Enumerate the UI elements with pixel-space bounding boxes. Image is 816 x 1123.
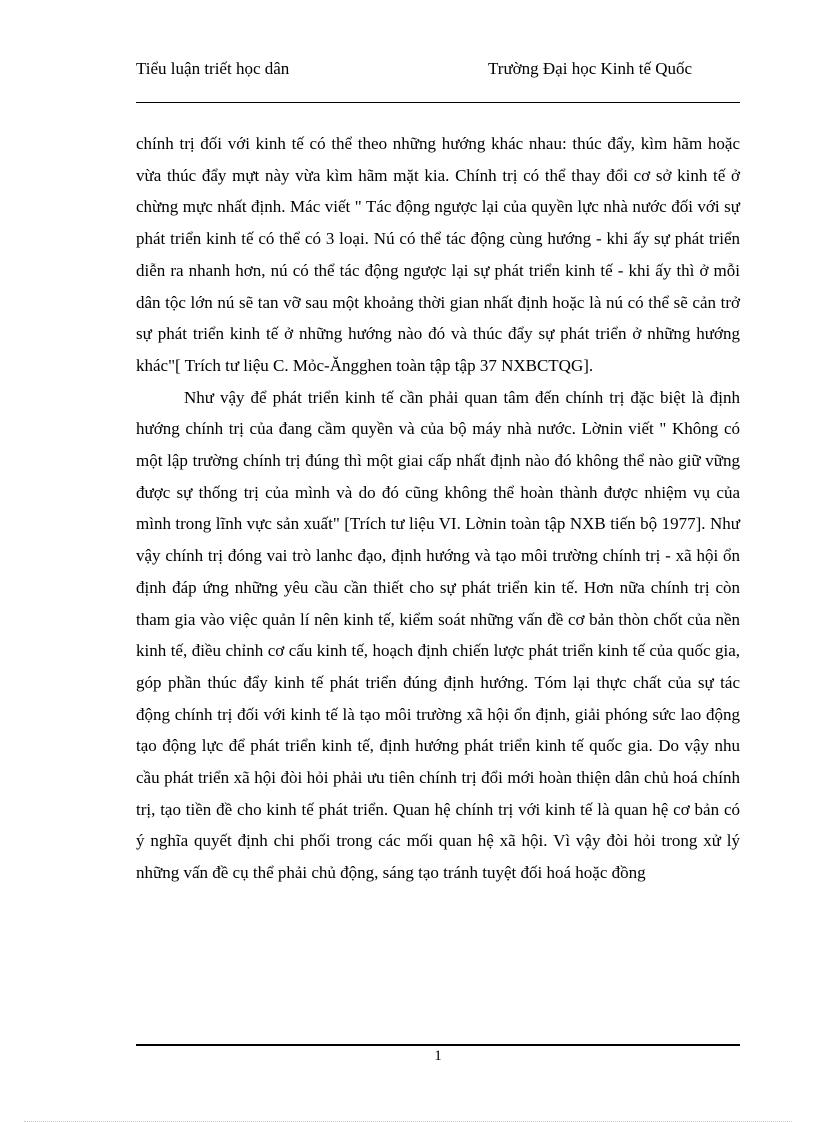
page-bottom-edge: [24, 1121, 792, 1122]
header-document-title: Tiểu luận triết học dân: [136, 59, 290, 78]
page-number: 1: [434, 1048, 442, 1064]
paragraph-continuation: chính trị đối với kinh tế có thể theo những hướng khác nhau: thúc đẩy, kìm hãm hoặc vừa thúc đẩy mựt này vừa kìm hãm mặt kia. Chính trị có thể thay đổi cơ sở kinh tế ở chừng mực nhất định. Mác viết " Tác động ngược lại của quyền lực nhà nước đối với sự phát triển kinh tế có thể có 3 loại. Nú có thể tác động cùng hướng - khi ấy sự phát triển diễn ra nhanh hơn, nú có thể tác động ngược lại sự phát triển kinh tế - khi ấy thì ở mỗi dân tộc lớn nú sẽ tan vỡ sau một khoảng thời gian nhất định hoặc là nú có thể sẽ cản trở sự phát triển kinh tế ở những hướng nào đó và thúc đẩy sự phát triển ở những hướng khác"[ Trích tư liệu C. Mỏc-Ăngghen toàn tập tập 37 NXBCTQG].: [136, 134, 740, 375]
page-header: [136, 58, 740, 103]
paragraph-politics-role: Như vậy để phát triển kinh tế cần phải quan tâm đến chính trị đặc biệt là định hướng chính trị của đang cầm quyền và của bộ máy nhà nước. Lờnin viết " Không có một lập trường chính trị đúng thì một giai cấp nhất định nào đó không thể nào giữ vững được sự thống trị của mình và do đó cũng không thể hoàn thành được nhiệm vụ của mình trong lĩnh vực sản xuất" [Trích tư liệu VI. Lờnin toàn tập NXB tiến bộ 1977]. Như vậy chính trị đóng vai trò lanhc đạo, định hướng và tạo môi trường chính trị - xã hội ổn định đáp ứng những yêu cầu cần thiết cho sự phát triển kin tế. Hơn nữa chính trị còn tham gia vào việc quản lí nên kinh tế, kiểm soát những vấn đề cơ bản thòn chốt của nền kinh tế, điều chỉnh cơ cấu kinh tế, hoạch định chiến lược phát triển kinh tế của quốc gia, góp phần thúc đẩy kinh tế phát triển đúng định hướng. Tóm lại thực chất của sự tác động chính trị đối với kinh tế là tạo môi trường xã hội ổn định, giải phóng sức lao động tạo động lực để phát triển kinh tế, định hướng phát triển kinh tế quốc gia. Do vậy nhu cầu phát triển xã hội đòi hỏi phải ưu tiên chính trị đổi mới hoàn thiện dân chủ hoá chính trị, tạo tiền đề cho kinh tế phát triển. Quan hệ chính trị với kinh tế là quan hệ cơ bản có ý nghĩa quyết định chi phối trong các mối quan hệ xã hội. Vì vậy đòi hỏi trong xử lý những vấn đề cụ thể phải chủ động, sáng tạo tránh tuyệt đối hoá hoặc đồng: [136, 387, 740, 883]
header-institution: Trường Đại học Kinh tế Quốc: [488, 59, 693, 78]
body-text: [136, 128, 740, 889]
